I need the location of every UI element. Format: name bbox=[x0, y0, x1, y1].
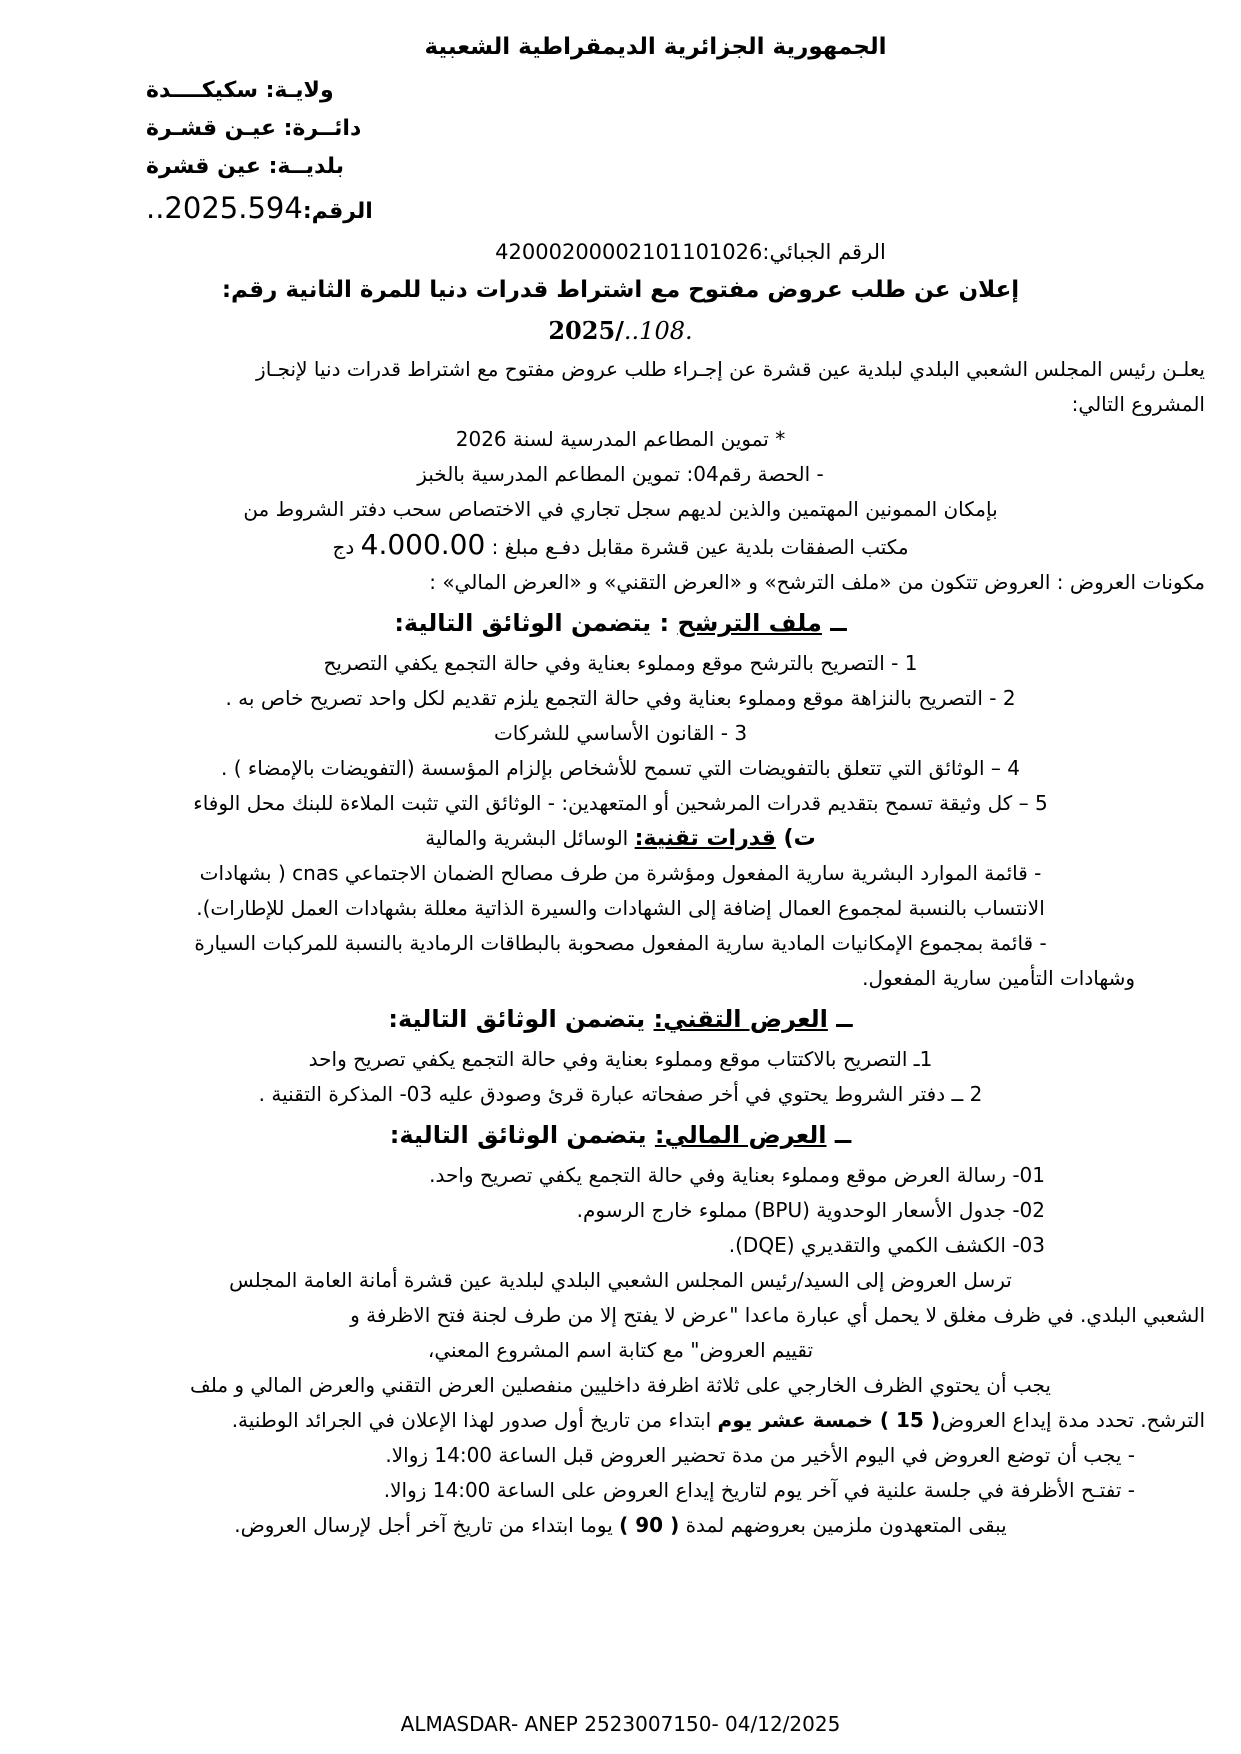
admin-header-block bbox=[36, 72, 1205, 234]
financial-offer-item-2: 02- جدول الأسعار الوحدوية (BPU) مملوء خارج الرسوم. bbox=[576, 1198, 1045, 1222]
withdraw-line-2-text: مكتب الصفقات بلدية عين قشرة مقابل دفـع مبلغ : bbox=[485, 535, 909, 559]
financial-offer-title: العرض المالي: bbox=[654, 1121, 827, 1149]
validity-days: ( 90 ) bbox=[619, 1513, 680, 1537]
reference-number-line bbox=[146, 186, 1205, 234]
financial-offer-heading-rest: يتضمن الوثائق التالية: bbox=[389, 1121, 655, 1149]
wilaya-line: ولايـة: سكيكــــدة bbox=[146, 78, 334, 103]
technical-capacities-label: قدرات تقنية: bbox=[634, 826, 776, 851]
intro-line-2: المشروع التالي: bbox=[1071, 392, 1205, 416]
submission-line-5 bbox=[36, 1403, 1205, 1438]
deposit-period-pre: الترشح. تحدد مدة إيداع العروض bbox=[939, 1408, 1205, 1432]
commune-line: بلديــة: عين قشرة bbox=[146, 154, 344, 179]
submission-line-6: - يجب أن توضع العروض في اليوم الأخير من مدة تحضير العروض قبل الساعة 14:00 زوالا. bbox=[385, 1443, 1135, 1467]
material-resources-line-1: - قائمة بمجموع الإمكانيات المادية سارية المفعول مصحوبة بالبطاقات الرمادية بالنسبة للمركبات السيارة bbox=[194, 931, 1047, 955]
fee-currency: دج bbox=[332, 535, 361, 559]
withdraw-line-2 bbox=[36, 527, 1205, 565]
technical-offer-item-1: 1ـ التصريح بالاكتتاب موقع ومملوء بعناية وفي حالة التجمع يكفي تصريح واحد bbox=[308, 1047, 933, 1071]
project-line: * تموين المطاعم المدرسية لسنة 2026 bbox=[455, 427, 786, 451]
intro-line-1: يعلـن رئيس المجلس الشعبي البلدي لبلدية عين قشرة عن إجـراء طلب عروض مفتوح مع اشتراط قدرات دنيا لإنجـاز bbox=[256, 357, 1205, 381]
human-resources-line-1: - قائمة الموارد البشرية سارية المفعول ومؤشرة من طرف مصالح الضمان الاجتماعي cnas ( بشهادات bbox=[199, 861, 1042, 885]
candidacy-item-3: 3 - القانون الأساسي للشركات bbox=[493, 721, 748, 745]
candidacy-heading-title: ملف الترشح bbox=[677, 609, 822, 637]
daira-line: دائــرة: عيـن قشـرة bbox=[146, 116, 362, 141]
tax-number-line: الرقم الجبائي:42000200002101101026 bbox=[495, 240, 886, 264]
announcement-number bbox=[36, 310, 1205, 352]
submission-line-1: ترسل العروض إلى السيد/رئيس المجلس الشعبي البلدي لبلدية عين قشرة أمانة العامة المجلس bbox=[229, 1268, 1012, 1292]
technical-offer-heading-rest: يتضمن الوثائق التالية: bbox=[388, 1005, 654, 1033]
candidacy-item-2: 2 - التصريح بالنزاهة موقع ومملوء بعناية وفي حالة التجمع يلزم تقديم لكل واحد تصريح خاص به . bbox=[225, 686, 1016, 710]
announcement-number-wrap bbox=[548, 317, 692, 345]
republic-title: الجمهورية الجزائرية الديمقراطية الشعبية bbox=[424, 34, 887, 60]
technical-offer-title: العرض التقني: bbox=[653, 1005, 828, 1033]
candidacy-item-4: 4 – الوثائق التي تتعلق بالتفويضات التي تسمح للأشخاص بإلزام المؤسسة (التفويضات بالإمضاء ) . bbox=[221, 756, 1020, 780]
submission-line-7: - تفتـح الأظرفة في جلسة علنية في آخر يوم لتاريخ إيداع العروض على الساعة 14:00 زوالا. bbox=[383, 1478, 1135, 1502]
deposit-period-value: ( 15 ) خمسة عشر يوم bbox=[717, 1408, 940, 1432]
announcement-number-serial: ..108. bbox=[623, 317, 693, 345]
candidacy-file-heading bbox=[36, 600, 1205, 646]
announcement-title: إعلان عن طلب عروض مفتوح مع اشتراط قدرات دنيا للمرة الثانية رقم: bbox=[221, 277, 1020, 303]
technical-offer-dash: ــ bbox=[827, 1005, 853, 1033]
technical-offer-item-2: 2 ــ دفتر الشروط يحتوي في أخر صفحاته عبارة قرئ وصودق عليه 03- المذكرة التقنية . bbox=[258, 1082, 983, 1106]
technical-capacities-line bbox=[36, 821, 1205, 856]
fee-amount: 4.000.00 bbox=[360, 528, 486, 561]
technical-capacities-rest: الوسائل البشرية والمالية bbox=[425, 826, 635, 850]
financial-offer-item-3: 03- الكشف الكمي والتقديري (DQE). bbox=[728, 1233, 1045, 1257]
deposit-period-rest: ابتداء من تاريخ أول صدور لهذا الإعلان في الجرائد الوطنية. bbox=[231, 1408, 718, 1432]
human-resources-line-2: الانتساب بالنسبة لمجموع العمال إضافة إلى الشهادات والسيرة الذاتية معللة بشهادات العمل للإطارات). bbox=[196, 896, 1045, 920]
technical-offer-heading bbox=[36, 996, 1205, 1042]
lot-line: - الحصة رقم04: تموين المطاعم المدرسية بالخبز bbox=[417, 462, 824, 486]
candidacy-heading-rest: : يتضمن الوثائق التالية: bbox=[394, 609, 678, 637]
announcement-number-year: 2025/ bbox=[548, 316, 624, 345]
withdraw-line-1: بإمكان الممونين المهتمين والذين لديهم سجل تجاري في الاختصاص سحب دفتر الشروط من bbox=[243, 497, 998, 521]
submission-line-3: تقييم العروض" مع كتابة اسم المشروع المعني، bbox=[427, 1338, 814, 1362]
submission-line-2: الشعبي البلدي. في ظرف مغلق لا يحمل أي عبارة ماعدا "عرض لا يفتح إلا من طرف لجنة فتح الاظرفة و bbox=[350, 1303, 1205, 1327]
components-line: مكونات العروض : العروض تتكون من «ملف الترشح» و «العرض التقني» و «العرض المالي» : bbox=[429, 570, 1205, 594]
candidacy-item-5: 5 – كل وثيقة تسمح بتقديم قدرات المرشحين أو المتعهدين: - الوثائق التي تثبت الملاءة للبنك محل الوفاء bbox=[193, 791, 1048, 815]
material-resources-line-2: وشهادات التأمين سارية المفعول. bbox=[862, 966, 1135, 990]
candidacy-heading-dash: ــ bbox=[821, 609, 847, 637]
technical-capacities-prefix: ت) bbox=[775, 826, 816, 851]
candidacy-item-1: 1 - التصريح بالترشح موقع ومملوء بعناية وفي حالة التجمع يكفي التصريح bbox=[323, 651, 918, 675]
submission-line-4: يجب أن يحتوي الظرف الخارجي على ثلاثة اظرفة داخليين منفصلين العرض التقني والعرض المالي و ملف bbox=[190, 1373, 1051, 1397]
reference-value: ..2025.594 bbox=[146, 191, 303, 225]
submission-line-8 bbox=[36, 1508, 1205, 1543]
financial-offer-dash: ــ bbox=[826, 1121, 852, 1149]
validity-rest: يوما ابتداء من تاريخ آخر أجل لإرسال العروض. bbox=[234, 1513, 620, 1537]
validity-pre: يبقى المتعهدون ملزمين بعروضهم لمدة bbox=[679, 1513, 1007, 1537]
financial-offer-heading bbox=[36, 1112, 1205, 1158]
anep-footer: ALMASDAR- ANEP 2523007150- 04/12/2025 bbox=[400, 1712, 841, 1736]
financial-offer-item-1: 01- رسالة العرض موقع ومملوء بعناية وفي حالة التجمع يكفي تصريح واحد. bbox=[429, 1163, 1045, 1187]
reference-label: الرقم: bbox=[302, 199, 373, 224]
